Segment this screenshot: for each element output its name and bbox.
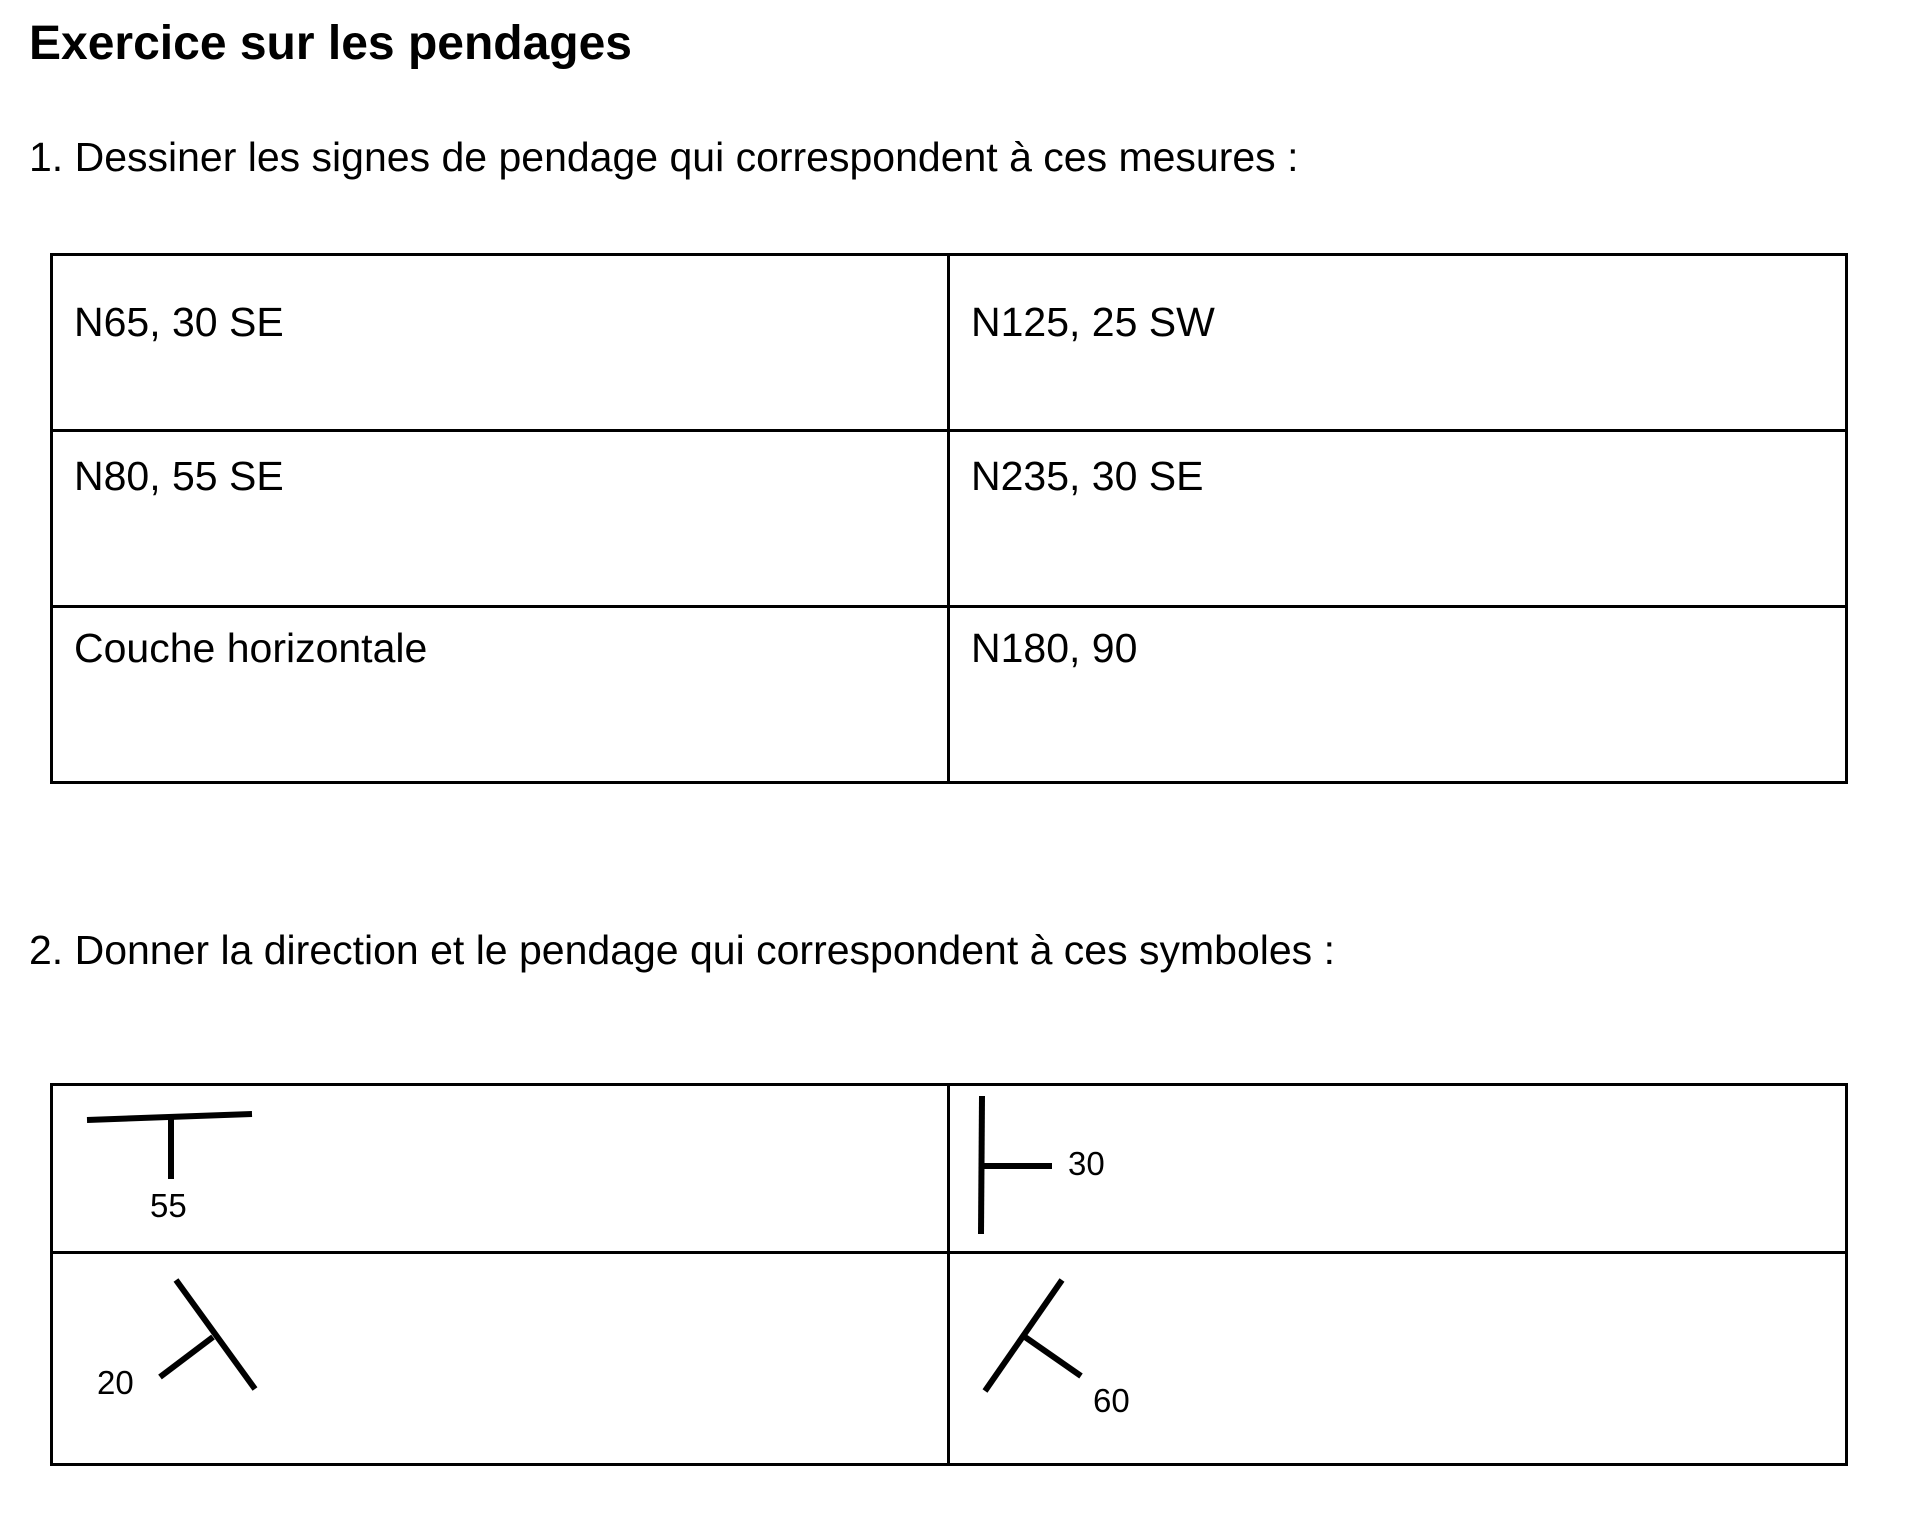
table-row	[52, 431, 1847, 607]
table-cell[interactable]	[52, 1253, 949, 1465]
table-cell[interactable]	[949, 431, 1847, 607]
measure-text: N125, 25 SW	[971, 299, 1215, 345]
table-row	[52, 607, 1847, 783]
table-cell[interactable]	[52, 255, 949, 431]
dip-label: 20	[97, 1364, 134, 1401]
page-title: Exercice sur les pendages	[29, 17, 632, 70]
table-cell[interactable]	[52, 431, 949, 607]
measure-text: N80, 55 SE	[74, 453, 284, 499]
table-cell[interactable]	[949, 255, 1847, 431]
table-cell[interactable]	[52, 607, 949, 783]
table-row	[52, 1085, 1847, 1253]
dip-label: 60	[1093, 1382, 1130, 1419]
measure-text: N180, 90	[971, 625, 1138, 671]
measure-text: N235, 30 SE	[971, 453, 1204, 499]
instruction-section-2: 2. Donner la direction et le pendage qui correspondent à ces symboles :	[29, 927, 1335, 973]
table-cell[interactable]	[52, 1085, 949, 1253]
table-cell[interactable]	[949, 1085, 1847, 1253]
dip-label: 30	[1068, 1145, 1105, 1182]
measures-table	[50, 253, 1848, 784]
table-row	[52, 255, 1847, 431]
instruction-section-1: 1. Dessiner les signes de pendage qui correspondent à ces mesures :	[29, 134, 1299, 180]
dip-label: 55	[150, 1187, 187, 1224]
measure-text: Couche horizontale	[74, 625, 428, 671]
table-cell[interactable]	[949, 607, 1847, 783]
table-cell[interactable]	[949, 1253, 1847, 1465]
measure-text: N65, 30 SE	[74, 299, 284, 345]
table-row	[52, 1253, 1847, 1465]
strike-dip-symbol-icon	[53, 1254, 353, 1454]
strike-dip-symbol-icon	[950, 1254, 1250, 1454]
strike-dip-symbol-icon	[53, 1086, 353, 1246]
symbols-table	[50, 1083, 1848, 1466]
